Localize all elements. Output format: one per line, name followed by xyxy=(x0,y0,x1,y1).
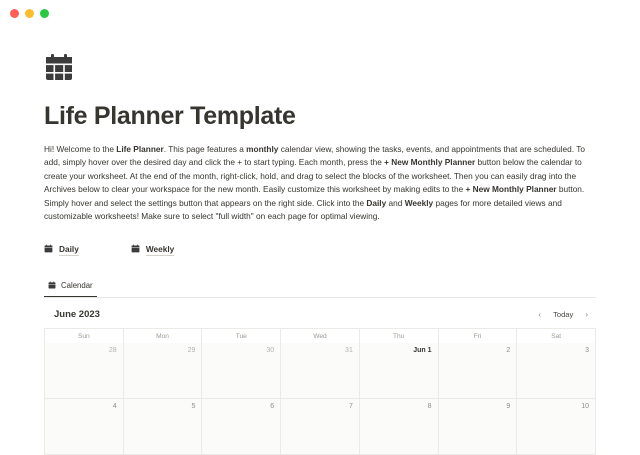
calendar-day-cell[interactable] xyxy=(124,343,203,399)
calendar-day-cell[interactable] xyxy=(439,399,518,455)
calendar-day-number: 5 xyxy=(124,403,196,410)
calendar-day-cell[interactable] xyxy=(439,343,518,399)
calendar-day-number: 7 xyxy=(281,403,353,410)
calendar-day-number: 2 xyxy=(439,347,511,354)
calendar-day-name: Tue xyxy=(202,329,281,343)
calendar-next-month-button[interactable]: › xyxy=(585,310,588,319)
maximize-window-button[interactable] xyxy=(40,9,49,18)
minimize-window-button[interactable] xyxy=(25,9,34,18)
tab-calendar[interactable] xyxy=(44,281,97,297)
calendar-day-cell[interactable] xyxy=(281,399,360,455)
calendar-day-number: 6 xyxy=(202,403,274,410)
calendar-day-number: 10 xyxy=(517,403,589,410)
calendar-day-cell[interactable] xyxy=(202,343,281,399)
calendar-day-number: 9 xyxy=(439,403,511,410)
calendar-grid xyxy=(44,328,596,455)
calendar-day-number: 28 xyxy=(45,347,117,354)
calendar-day-name: Thu xyxy=(360,329,439,343)
tab-calendar-label: Calendar xyxy=(61,281,93,290)
calendar-day-name: Fri xyxy=(439,329,518,343)
quick-links-row xyxy=(44,244,596,256)
calendar-day-name: Sun xyxy=(45,329,124,343)
calendar-day-cell[interactable] xyxy=(517,343,596,399)
quick-link-weekly[interactable] xyxy=(131,244,174,256)
window-titlebar xyxy=(0,0,640,26)
calendar-icon xyxy=(131,244,140,255)
calendar-day-name: Mon xyxy=(124,329,203,343)
quick-link-daily[interactable] xyxy=(44,244,79,256)
calendar-day-number: 31 xyxy=(281,347,353,354)
calendar-day-number: 8 xyxy=(360,403,432,410)
calendar-day-number: 4 xyxy=(45,403,117,410)
calendar-day-number: 29 xyxy=(124,347,196,354)
calendar-day-cell[interactable] xyxy=(281,343,360,399)
calendar-day-cell[interactable] xyxy=(45,399,124,455)
calendar-prev-month-button[interactable]: ‹ xyxy=(538,310,541,319)
page-calendar-icon[interactable] xyxy=(44,52,74,82)
page-title: Life Planner Template xyxy=(44,102,596,131)
calendar-day-cell[interactable] xyxy=(124,399,203,455)
calendar-icon xyxy=(48,281,56,291)
calendar-header xyxy=(44,298,596,328)
calendar-day-number: 3 xyxy=(517,347,589,354)
calendar-nav xyxy=(538,310,588,319)
calendar-day-number: Jun 1 xyxy=(360,347,432,354)
quick-link-daily-label: Daily xyxy=(59,244,79,256)
calendar-week-row xyxy=(45,343,596,399)
page-intro-paragraph: Hi! Welcome to the Life Planner. This page features a monthly calendar view, showing the tasks, events, and appointments that are scheduled. To add, simply hover over the desired day and click the + to start typing. Each month, press the + New Monthly Planner button below the calendar to create your worksheet. At the end of the month, right-click, hold, and drag to select the blocks of the worksheet. Then you can easily drag into the Archives below to clear your workspace for the new month. Easily customize this worksheet by making edits to the + New Monthly Planner button. Simply hover and select the settings button that appears on the right side. Click into the Daily and Weekly pages for more detailed views and customizable worksheets! Make sure to select "full width" on each page for optimal viewing. xyxy=(44,143,596,224)
calendar-day-name: Sat xyxy=(517,329,596,343)
calendar-month-label: June 2023 xyxy=(54,309,100,320)
calendar-day-number: 30 xyxy=(202,347,274,354)
calendar-dow-row xyxy=(45,329,596,343)
calendar-week-row xyxy=(45,399,596,455)
quick-link-weekly-label: Weekly xyxy=(146,244,174,256)
calendar-day-cell[interactable] xyxy=(360,399,439,455)
calendar-icon xyxy=(44,244,53,255)
calendar-today-button[interactable]: Today xyxy=(553,310,573,319)
calendar-day-name: Wed xyxy=(281,329,360,343)
page-content xyxy=(0,52,640,455)
view-tabs-bar xyxy=(44,278,596,298)
calendar-day-cell[interactable] xyxy=(360,343,439,399)
close-window-button[interactable] xyxy=(10,9,19,18)
calendar-weeks xyxy=(45,343,596,455)
calendar-day-cell[interactable] xyxy=(45,343,124,399)
calendar-day-cell[interactable] xyxy=(517,399,596,455)
calendar-day-cell[interactable] xyxy=(202,399,281,455)
